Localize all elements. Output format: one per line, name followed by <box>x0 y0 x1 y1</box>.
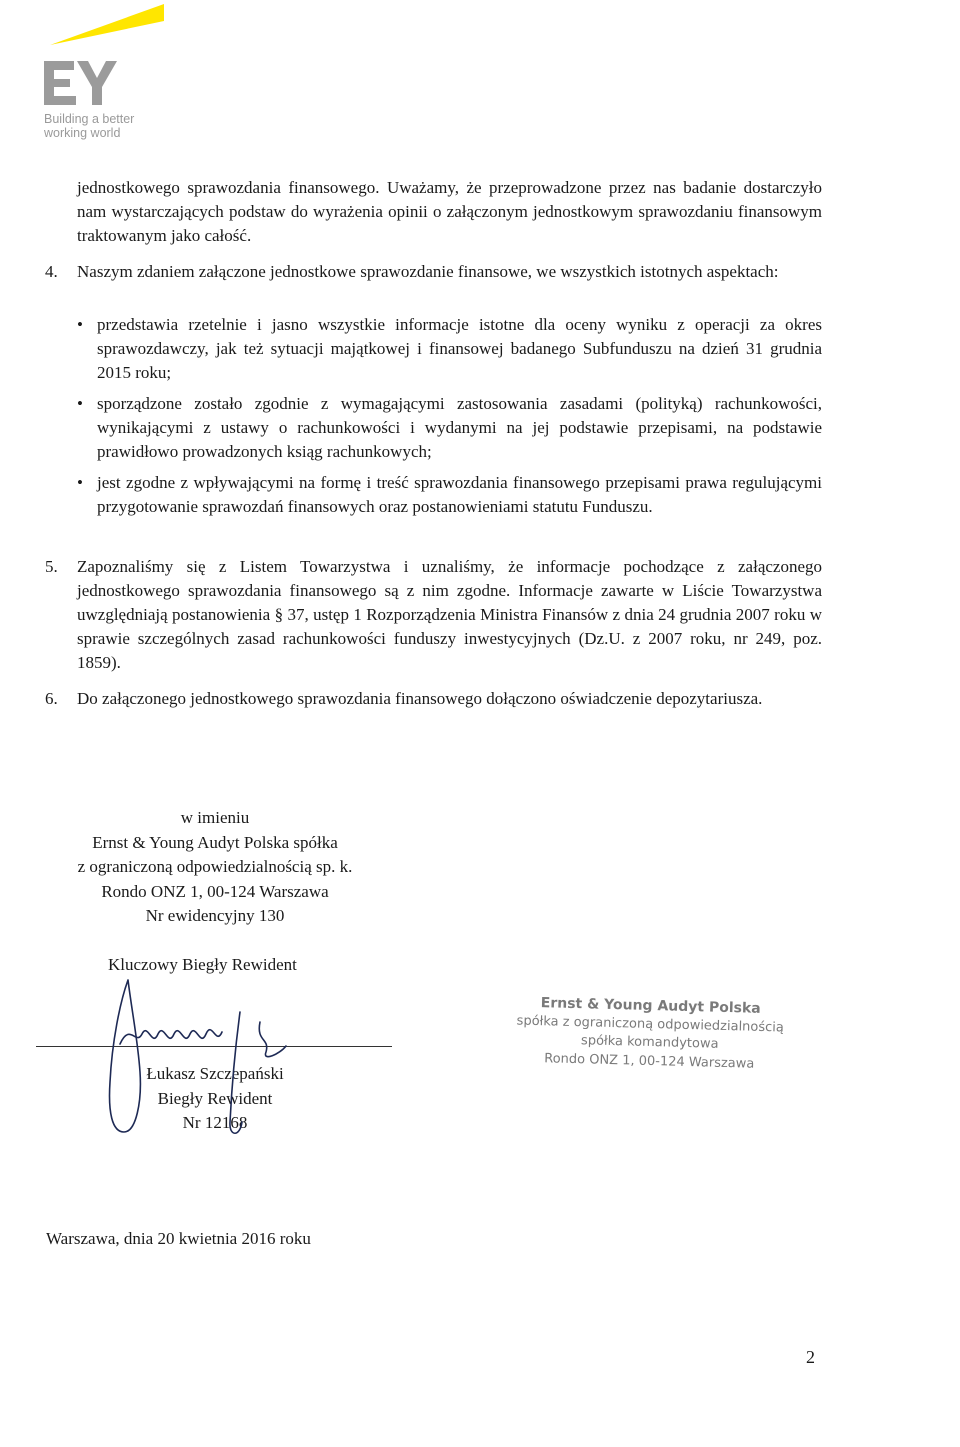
item-number-4: 4. <box>45 262 58 281</box>
auditor-name: Łukasz Szczepański <box>146 1064 284 1083</box>
stamp-line-3: spółka komandytowa <box>580 1033 719 1052</box>
stamp-line-2: spółka z ograniczoną odpowiedzialnością <box>516 1013 785 1036</box>
place-and-date: Warszawa, dnia 20 kwietnia 2016 roku <box>46 1229 311 1248</box>
logo-wordmark-glyphs <box>44 61 117 105</box>
bullet-symbol-3: • <box>77 473 83 492</box>
logo-tagline <box>44 112 134 140</box>
stamp-line-1: Ernst & Young Audyt Polska <box>540 995 761 1017</box>
handwritten-signature <box>90 972 300 1142</box>
bullet-text-2: sporządzone zostało zgodnie z wymagającymi zastosowania zasadami (polityką) rachunkowości, wynikającymi z ustawy o rachunkowości i wydanymi na jej podstawie przepisami, na podstawie prawidłowo prowadzonych ksiąg rachunkowych; <box>97 394 822 461</box>
logo-beam <box>50 4 164 45</box>
signatory-line-2: Ernst & Young Audyt Polska spółka <box>92 832 338 852</box>
bullet-symbol-1: • <box>77 315 83 334</box>
item-number-5: 5. <box>45 557 58 576</box>
page-number: 2 <box>806 1347 815 1367</box>
signatory-line-5: Nr ewidencyjny 130 <box>145 906 285 925</box>
item-text-6: Do załączonego jednostkowego sprawozdania finansowego dołączono oświadczenie depozytariusza. <box>77 689 763 708</box>
intro-paragraph: jednostkowego sprawozdania finansowego. Uważamy, że przeprowadzone przez nas badanie dostarczyło nam wystarczających podstaw do wyrażenia opinii o załączonym jednostkowym sprawozdaniu finansowym traktowanym jako całość. <box>77 178 822 245</box>
ey-logo-graphic <box>44 4 174 109</box>
auditor-role: Biegły Rewident <box>157 1088 273 1108</box>
item-text-5: Zapoznaliśmy się z Listem Towarzystwa i uznaliśmy, że informacje pochodzące z załączonego jednostkowego sprawozdania finansowego są z nim zgodne. Informacje zawarte w Liście Towarzystwa uwzględniają postanowienia § 37, ustęp 1 Rozporządzenia Ministra Finansów z dnia 24 grudnia 2007 roku w sprawie szczególnych zasad rachunkowości funduszy inwestycyjnych (Dz.U. z 2007 roku, nr 249, poz. 1859). <box>77 557 822 672</box>
signatory-block <box>30 806 400 929</box>
stamp-line-4: Rondo ONZ 1, 00-124 Warszawa <box>544 1051 755 1072</box>
bullet-symbol-2: • <box>77 394 83 413</box>
ey-logo <box>44 4 174 144</box>
signatory-line-1: w imieniu <box>180 808 250 827</box>
item-number-6: 6. <box>45 689 58 708</box>
bullet-text-3: jest zgodne z wpływającymi na formę i treść sprawozdania finansowego przepisami prawa regulującymi przygotowanie sprawozdań finansowych oraz postanowieniami statutu Funduszu. <box>97 473 822 516</box>
bullet-text-1: przedstawia rzetelnie i jasno wszystkie informacje istotne dla oceny wyniku z operacji za okres sprawozdawczy, jak też sytuacji majątkowej i finansowej badanego Subfunduszu na dzień 31 grudnia 2015 roku; <box>97 315 822 382</box>
auditor-number: Nr 12168 <box>182 1113 248 1132</box>
logo-tagline-line-2: working world <box>44 126 121 140</box>
signatory-line-4: Rondo ONZ 1, 00-124 Warszawa <box>101 881 329 901</box>
logo-tagline-line-1: Building a better <box>44 112 135 126</box>
item-text-4: Naszym zdaniem załączone jednostkowe sprawozdanie finansowe, we wszystkich istotnych aspektach: <box>77 262 779 281</box>
key-auditor-title: Kluczowy Biegły Rewident <box>108 955 297 974</box>
signatory-line-3: z ograniczoną odpowiedzialnością sp. k. <box>77 857 353 876</box>
company-stamp <box>504 992 796 1076</box>
